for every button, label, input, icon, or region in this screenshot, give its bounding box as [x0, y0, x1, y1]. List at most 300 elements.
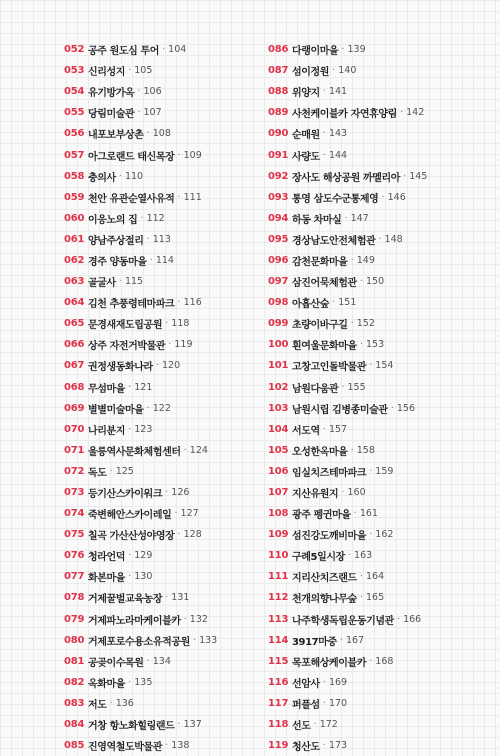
- toc-entry: [64, 355, 264, 376]
- entry-separator: ·: [128, 676, 132, 688]
- entry-number: 095: [268, 233, 289, 245]
- entry-number: 101: [268, 360, 289, 372]
- entry-separator: ·: [155, 360, 160, 372]
- entry-page-number: 123: [134, 423, 153, 435]
- entry-title: 청산도: [292, 742, 320, 754]
- entry-number: 053: [64, 65, 85, 77]
- entry-number: 068: [64, 381, 85, 393]
- toc-entry: [64, 187, 264, 208]
- entry-title: 청라언덕: [88, 552, 126, 564]
- entry-number: 065: [64, 318, 85, 330]
- entry-number: 086: [268, 44, 289, 56]
- entry-title: 순매원: [292, 130, 320, 142]
- entry-separator: ·: [353, 508, 357, 520]
- entry-separator: ·: [350, 318, 354, 330]
- toc-entry: [268, 166, 468, 187]
- entry-number: 090: [268, 128, 289, 140]
- entry-page-number: 169: [328, 676, 348, 688]
- entry-number: 064: [64, 297, 85, 309]
- entry-number: 077: [64, 571, 85, 583]
- entry-page-number: 144: [328, 149, 348, 161]
- entry-page-number: 166: [403, 613, 422, 625]
- entry-separator: ·: [118, 170, 122, 182]
- entry-title: 지산유원지: [292, 489, 339, 501]
- entry-page-number: 162: [375, 529, 394, 541]
- toc-entry: [64, 313, 264, 334]
- entry-page-number: 138: [171, 740, 190, 752]
- toc-entry: [268, 503, 468, 524]
- entry-page-number: 114: [155, 254, 174, 266]
- entry-number: 108: [268, 508, 289, 520]
- toc-entry: [268, 587, 468, 608]
- toc-entry: [64, 229, 264, 250]
- entry-number: 055: [64, 107, 85, 119]
- toc-entry: [64, 208, 264, 229]
- toc-entry: [268, 187, 468, 208]
- toc-entry: [268, 355, 468, 376]
- entry-title: 남원시립 김병종미술관: [292, 404, 388, 416]
- toc-entry: [268, 144, 468, 165]
- entry-page-number: 136: [115, 697, 134, 709]
- entry-number: 067: [64, 360, 85, 372]
- entry-page-number: 140: [338, 65, 357, 77]
- toc-entry: [64, 440, 264, 461]
- toc-entry: [268, 693, 468, 714]
- toc-entry: [64, 503, 264, 524]
- toc-entry: [268, 250, 468, 271]
- entry-title: 다랭이마을: [292, 46, 339, 58]
- entry-number: 059: [64, 191, 85, 203]
- entry-page-number: 156: [396, 402, 416, 414]
- entry-page-number: 135: [134, 676, 153, 688]
- entry-page-number: 161: [359, 508, 378, 520]
- entry-separator: ·: [390, 402, 394, 414]
- entry-separator: ·: [396, 613, 401, 625]
- entry-separator: ·: [146, 128, 150, 140]
- entry-separator: ·: [350, 444, 354, 456]
- entry-separator: ·: [128, 381, 132, 393]
- entry-title: 지리산치즈랜드: [292, 573, 357, 585]
- toc-entry: [64, 102, 264, 123]
- entry-separator: ·: [165, 487, 169, 499]
- toc-entry: [64, 672, 264, 693]
- entry-title: 감천문화마을: [292, 256, 348, 268]
- entry-page-number: 139: [347, 44, 366, 56]
- entry-separator: ·: [177, 191, 181, 203]
- entry-page-number: 170: [328, 697, 348, 709]
- entry-separator: ·: [165, 740, 169, 752]
- entry-separator: ·: [177, 719, 181, 731]
- entry-separator: ·: [140, 212, 144, 224]
- entry-number: 080: [64, 634, 85, 646]
- entry-title: 이응노의 집: [88, 214, 138, 226]
- toc-entry: [268, 482, 468, 503]
- entry-page-number: 105: [134, 65, 153, 77]
- entry-separator: ·: [183, 613, 187, 625]
- entry-page-number: 173: [328, 740, 348, 752]
- entry-separator: ·: [403, 170, 407, 182]
- entry-title: 장사도 해상공원 까멜리아: [292, 172, 401, 184]
- entry-title: 거제파노라마케이블카: [88, 615, 181, 627]
- entry-page-number: 110: [124, 170, 144, 182]
- entry-number: 096: [268, 254, 289, 266]
- entry-number: 113: [268, 613, 289, 625]
- entry-title: 아홉산숲: [292, 299, 330, 311]
- toc-entry: [64, 377, 264, 398]
- entry-page-number: 151: [338, 297, 357, 309]
- entry-title: 3917마중: [292, 636, 337, 648]
- toc-entry: [64, 630, 264, 651]
- entry-number: 054: [64, 86, 85, 98]
- entry-page-number: 147: [350, 212, 369, 224]
- entry-separator: ·: [109, 465, 113, 477]
- entry-number: 118: [268, 719, 289, 731]
- entry-separator: ·: [332, 297, 336, 309]
- toc-entry: [268, 566, 468, 587]
- entry-number: 052: [64, 44, 85, 56]
- toc-entry: [64, 419, 264, 440]
- entry-title: 오성한옥마을: [292, 446, 348, 458]
- entry-page-number: 108: [152, 128, 171, 140]
- entry-title: 상주 자전거박물관: [88, 341, 166, 353]
- entry-title: 아그로랜드 태신목장: [88, 151, 175, 163]
- entry-title: 선도: [292, 721, 311, 733]
- entry-page-number: 130: [134, 571, 153, 583]
- entry-page-number: 145: [409, 170, 428, 182]
- toc-entry: [268, 461, 468, 482]
- entry-title: 공주 원도심 투어: [88, 46, 159, 58]
- entry-page-number: 137: [183, 719, 202, 731]
- entry-page-number: 115: [124, 276, 144, 288]
- entry-number: 105: [268, 444, 289, 456]
- entry-page-number: 107: [143, 107, 162, 119]
- entry-title: 진영역철도박물관: [88, 742, 163, 754]
- entry-title: 나주학생독립운동기념관: [292, 615, 394, 627]
- toc-entry: [268, 292, 468, 313]
- entry-separator: ·: [161, 44, 166, 56]
- entry-page-number: 104: [168, 44, 187, 56]
- entry-number: 057: [64, 149, 85, 161]
- entry-title: 서도역: [292, 425, 320, 437]
- entry-title: 골굴사: [88, 278, 116, 290]
- entry-number: 100: [268, 339, 289, 351]
- toc-entry: [64, 144, 264, 165]
- toc-entry: [64, 714, 264, 735]
- entry-separator: ·: [128, 550, 132, 562]
- entry-separator: ·: [322, 128, 326, 140]
- entry-number: 098: [268, 297, 289, 309]
- toc-entry: [268, 81, 468, 102]
- entry-separator: ·: [322, 423, 326, 435]
- entry-separator: ·: [381, 191, 385, 203]
- entry-separator: ·: [146, 233, 150, 245]
- entry-number: 063: [64, 276, 85, 288]
- entry-number: 097: [268, 276, 289, 288]
- entry-title: 경주 양동마을: [88, 256, 147, 268]
- entry-separator: ·: [359, 276, 364, 288]
- entry-title: 선암사: [292, 678, 320, 690]
- entry-title: 권정생동화나라: [88, 362, 153, 374]
- entry-title: 공곶이수목원: [88, 657, 144, 669]
- entry-number: 109: [268, 529, 289, 541]
- toc-entry: [64, 292, 264, 313]
- entry-number: 056: [64, 128, 85, 140]
- toc-entry: [268, 60, 468, 81]
- entry-separator: ·: [359, 592, 364, 604]
- toc-entry: [64, 123, 264, 144]
- entry-separator: ·: [322, 697, 326, 709]
- entry-page-number: 131: [171, 592, 190, 604]
- entry-separator: ·: [369, 360, 373, 372]
- entry-number: 079: [64, 613, 85, 625]
- entry-number: 087: [268, 65, 289, 77]
- entry-page-number: 148: [384, 233, 403, 245]
- entry-title: 천개의향나무숲: [292, 594, 357, 606]
- entry-number: 060: [64, 212, 85, 224]
- entry-page-number: 113: [152, 233, 171, 245]
- entry-title: 당림미술관: [88, 109, 135, 121]
- entry-title: 통영 삼도수군통제영: [292, 193, 379, 205]
- entry-page-number: 168: [375, 655, 394, 667]
- entry-page-number: 149: [356, 254, 375, 266]
- toc-entry: [64, 482, 264, 503]
- entry-title: 사천케이블카 자연휴양림: [292, 109, 397, 121]
- entry-number: 074: [64, 508, 85, 520]
- entry-separator: ·: [341, 44, 345, 56]
- entry-page-number: 154: [375, 360, 394, 372]
- entry-separator: ·: [118, 276, 122, 288]
- toc-entry: [64, 250, 264, 271]
- entry-number: 062: [64, 254, 85, 266]
- toc-entry: [268, 123, 468, 144]
- entry-separator: ·: [339, 634, 343, 646]
- entry-separator: ·: [146, 402, 150, 414]
- toc-entry: [64, 545, 264, 566]
- entry-number: 099: [268, 318, 289, 330]
- toc-entry: [64, 271, 264, 292]
- entry-separator: ·: [347, 550, 352, 562]
- entry-page-number: 146: [387, 191, 406, 203]
- entry-separator: ·: [177, 529, 181, 541]
- entry-page-number: 109: [183, 149, 202, 161]
- entry-title: 등기산스카이워크: [88, 489, 163, 501]
- entry-page-number: 121: [134, 381, 153, 393]
- entry-number: 111: [268, 571, 289, 583]
- entry-number: 076: [64, 550, 85, 562]
- entry-number: 092: [268, 170, 289, 182]
- entry-title: 남원다움관: [292, 383, 339, 395]
- entry-separator: ·: [177, 297, 181, 309]
- toc-entry: [268, 672, 468, 693]
- entry-title: 문경새재도립공원: [88, 320, 163, 332]
- toc-entry: [64, 587, 264, 608]
- entry-page-number: 119: [174, 339, 193, 351]
- toc-entry: [64, 60, 264, 81]
- entry-title: 하동 차마실: [292, 214, 342, 226]
- entry-page-number: 152: [356, 318, 375, 330]
- entry-separator: ·: [399, 107, 404, 119]
- entry-number: 073: [64, 487, 85, 499]
- toc-entry: [268, 208, 468, 229]
- toc-entry: [268, 440, 468, 461]
- entry-separator: ·: [183, 444, 187, 456]
- toc-entry: [268, 313, 468, 334]
- entry-page-number: 134: [152, 655, 171, 667]
- entry-number: 088: [268, 86, 289, 98]
- entry-page-number: 164: [366, 571, 385, 583]
- entry-page-number: 163: [354, 550, 373, 562]
- toc-entry: [268, 609, 468, 630]
- toc-entry: [268, 545, 468, 566]
- entry-title: 목포해상케이블카: [292, 657, 367, 669]
- entry-number: 072: [64, 465, 85, 477]
- toc-entry: [268, 102, 468, 123]
- entry-page-number: 106: [143, 86, 162, 98]
- entry-number: 058: [64, 170, 85, 182]
- toc-entry: [268, 714, 468, 735]
- entry-title: 저도: [88, 699, 107, 711]
- toc-entry: [64, 166, 264, 187]
- entry-separator: ·: [359, 339, 364, 351]
- entry-number: 107: [268, 487, 289, 499]
- entry-title: 천안 유관순열사유적: [88, 193, 175, 205]
- entry-separator: ·: [332, 65, 336, 77]
- entry-page-number: 157: [328, 423, 348, 435]
- entry-separator: ·: [322, 86, 326, 98]
- entry-number: 071: [64, 444, 85, 456]
- entry-separator: ·: [341, 381, 345, 393]
- entry-page-number: 111: [183, 191, 202, 203]
- entry-title: 울릉역사문화체험센터: [88, 446, 181, 458]
- entry-separator: ·: [109, 697, 113, 709]
- entry-separator: ·: [146, 655, 150, 667]
- entry-page-number: 143: [328, 128, 348, 140]
- entry-separator: ·: [149, 254, 153, 266]
- entry-title: 구례5일시장: [292, 552, 345, 564]
- entry-page-number: 155: [347, 381, 366, 393]
- entry-separator: ·: [137, 86, 141, 98]
- toc-column-right: [268, 39, 468, 756]
- entry-page-number: 116: [183, 297, 202, 309]
- entry-page-number: 142: [406, 107, 425, 119]
- toc-entry: [64, 609, 264, 630]
- toc-entry: [268, 651, 468, 672]
- entry-number: 114: [268, 634, 289, 646]
- entry-separator: ·: [128, 423, 132, 435]
- entry-number: 091: [268, 149, 289, 161]
- toc-entry: [268, 419, 468, 440]
- entry-number: 119: [268, 740, 289, 752]
- entry-title: 무섬마을: [88, 383, 126, 395]
- entry-title: 칠곡 가산산성야영장: [88, 531, 175, 543]
- entry-number: 061: [64, 233, 85, 245]
- toc-entry: [268, 524, 468, 545]
- toc-column-left: [64, 39, 264, 756]
- entry-title: 화본마을: [88, 573, 126, 585]
- toc-entry: [268, 398, 468, 419]
- entry-separator: ·: [350, 254, 354, 266]
- entry-number: 069: [64, 402, 85, 414]
- entry-number: 070: [64, 423, 85, 435]
- entry-title: 초량이바구길: [292, 320, 348, 332]
- entry-page-number: 126: [171, 487, 190, 499]
- entry-separator: ·: [137, 107, 141, 119]
- entry-separator: ·: [165, 318, 169, 330]
- entry-title: 유기방가옥: [88, 88, 135, 100]
- entry-separator: ·: [359, 571, 364, 583]
- entry-number: 083: [64, 697, 85, 709]
- entry-title: 양남주상절리: [88, 235, 144, 247]
- entry-separator: ·: [322, 676, 326, 688]
- toc-entry: [64, 334, 264, 355]
- entry-number: 094: [268, 212, 289, 224]
- entry-title: 삼진어묵체험관: [292, 278, 357, 290]
- entry-separator: ·: [369, 655, 373, 667]
- entry-number: 084: [64, 719, 85, 731]
- entry-title: 흰여울문화마을: [292, 341, 357, 353]
- toc-entry: [268, 39, 468, 60]
- entry-page-number: 132: [189, 613, 208, 625]
- entry-title: 위양지: [292, 88, 320, 100]
- entry-title: 경상남도안전체험관: [292, 235, 376, 247]
- toc-entry: [64, 651, 264, 672]
- toc-entry: [64, 81, 264, 102]
- entry-title: 거제꿀벌교육농장: [88, 594, 163, 606]
- entry-page-number: 124: [189, 444, 208, 456]
- toc-entry: [64, 735, 264, 756]
- entry-title: 죽변해안스카이레일: [88, 510, 172, 522]
- entry-page-number: 160: [347, 487, 366, 499]
- entry-title: 임실치즈테마파크: [292, 467, 367, 479]
- entry-number: 104: [268, 423, 289, 435]
- entry-page-number: 112: [146, 212, 165, 224]
- entry-page-number: 153: [366, 339, 385, 351]
- entry-number: 117: [268, 697, 289, 709]
- entry-page-number: 159: [375, 465, 394, 477]
- entry-number: 116: [268, 676, 289, 688]
- entry-number: 112: [268, 592, 289, 604]
- toc-entry: [268, 334, 468, 355]
- entry-page-number: 133: [199, 634, 218, 646]
- toc-entry: [64, 398, 264, 419]
- entry-separator: ·: [192, 634, 197, 646]
- entry-title: 사량도: [292, 151, 320, 163]
- entry-title: 독도: [88, 467, 107, 479]
- entry-number: 089: [268, 107, 289, 119]
- entry-page-number: 118: [171, 318, 190, 330]
- entry-number: 081: [64, 655, 85, 667]
- toc-entry: [268, 271, 468, 292]
- entry-number: 110: [268, 550, 289, 562]
- toc-entry: [64, 524, 264, 545]
- entry-page-number: 150: [366, 276, 385, 288]
- entry-title: 퍼플섬: [292, 699, 320, 711]
- entry-page-number: 128: [183, 529, 202, 541]
- entry-title: 섬진강도깨비마을: [292, 531, 367, 543]
- entry-page-number: 127: [180, 508, 199, 520]
- toc-entry: [268, 229, 468, 250]
- entry-title: 별별미술마을: [88, 404, 144, 416]
- entry-separator: ·: [322, 740, 326, 752]
- entry-page-number: 158: [356, 444, 375, 456]
- entry-title: 신리성지: [88, 67, 126, 79]
- toc-entry: [268, 377, 468, 398]
- entry-separator: ·: [378, 233, 382, 245]
- entry-separator: ·: [165, 592, 169, 604]
- entry-separator: ·: [168, 339, 172, 351]
- entry-number: 093: [268, 191, 289, 203]
- entry-number: 082: [64, 676, 85, 688]
